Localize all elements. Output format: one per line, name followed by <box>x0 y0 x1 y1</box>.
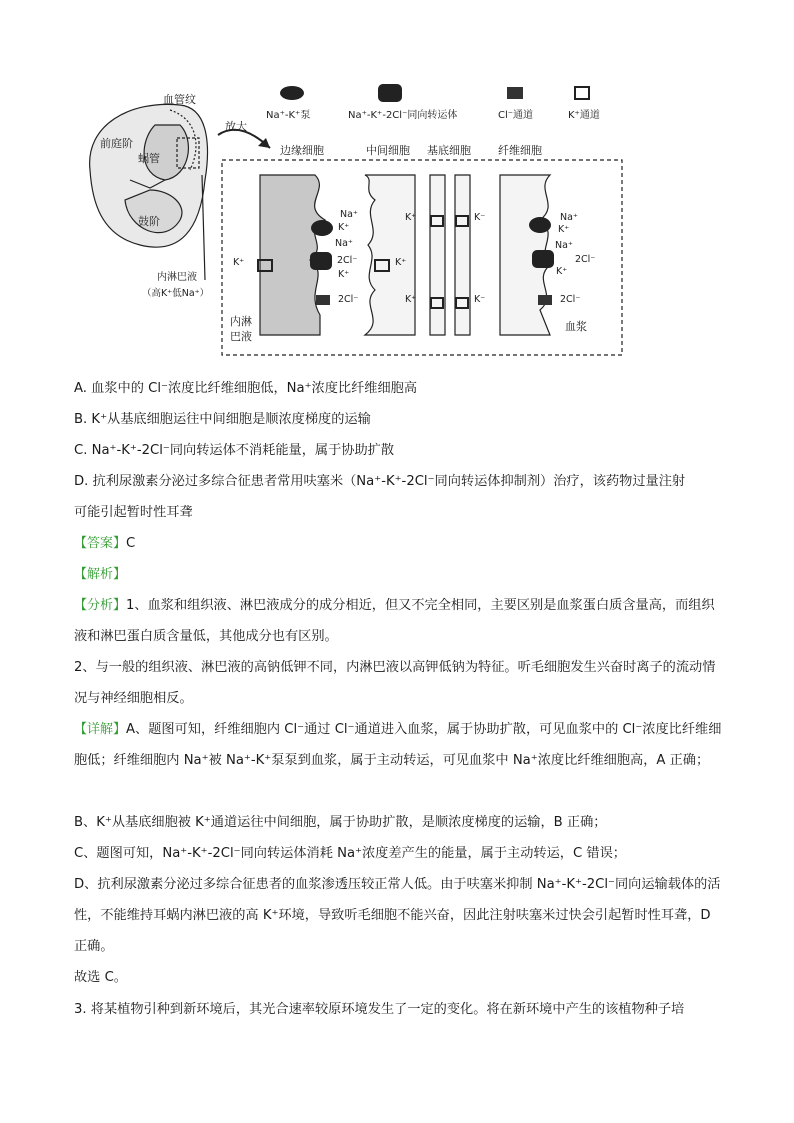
detail-paragraph-a <box>74 714 724 776</box>
analysis-sub-tag: 【分析】 <box>74 598 127 613</box>
ion-label: 2Cl⁻ <box>337 255 358 266</box>
legend-k-channel-label: K⁺通道 <box>568 110 600 121</box>
endolymph-short-label-1: 内淋 <box>230 315 252 328</box>
vascular-stria-label: 血管纹 <box>163 93 196 106</box>
cotransporter-icon <box>310 252 332 270</box>
basal-cell-label: 基底细胞 <box>427 144 471 157</box>
cotransporter-icon <box>532 250 554 268</box>
answer-tag: 【答案】 <box>74 536 127 551</box>
channel-icon <box>538 295 552 305</box>
detail-tag: 【详解】 <box>74 722 127 737</box>
ion-label: 2Cl⁻ <box>338 294 359 305</box>
next-question: 3. 将某植物引种到新环境后，其光合速率较原环境发生了一定的变化。将在新环境中产生的该植物种子培 <box>74 1002 685 1017</box>
cotransporter-icon <box>378 84 402 102</box>
ion-label: Na⁺ <box>560 212 578 223</box>
answer-value: C <box>126 536 136 551</box>
analysis-paragraph-1 <box>74 590 724 652</box>
ion-label: K⁻ <box>474 212 486 223</box>
legend-pump-label: Na⁺-K⁺泵 <box>266 110 311 121</box>
pump-icon <box>280 86 304 100</box>
ion-label: K⁺ <box>558 224 570 235</box>
ion-label: 2Cl⁻ <box>560 294 581 305</box>
channel-icon <box>507 87 523 99</box>
option-c: C. Na⁺-K⁺-2Cl⁻同向转运体不消耗能量，属于协助扩散 <box>74 443 395 458</box>
legend-cl-channel-label: Cl⁻通道 <box>498 110 534 121</box>
ion-label: K⁺ <box>405 294 417 305</box>
cochlea-ion-transport-figure <box>70 80 630 360</box>
analysis-text-1: 1、血浆和组织液、淋巴液成分的成分相近，但又不完全相同，主要区别是血浆蛋白质含量高，而组织液和淋巴蛋白质含量低，其他成分也有区别。 <box>74 598 715 644</box>
option-d-line-1: D. 抗利尿激素分泌过多综合征患者常用呋塞米（Na⁺-K⁺-2Cl⁻同向转运体抑制剂）治疗，该药物过量注射 <box>74 474 686 489</box>
scala-tympani-label: 鼓阶 <box>138 215 160 228</box>
channel-icon <box>575 87 589 99</box>
endolymph-label: 内淋巴液 <box>157 272 197 283</box>
detail-paragraph-b: B、K⁺从基底细胞被 K⁺通道运往中间细胞，属于协助扩散，是顺浓度梯度的运输，B 正确； <box>74 815 607 830</box>
channel-icon <box>316 295 330 305</box>
legend <box>266 84 600 121</box>
ion-label: K⁺ <box>233 257 245 268</box>
detail-text-a: A、题图可知，纤维细胞内 Cl⁻通过 Cl⁻通道进入血浆，属于协助扩散，可见血浆中的 Cl⁻浓度比纤维细胞低；纤维细胞内 Na⁺被 Na⁺-K⁺泵泵到血浆，属于主动转运，可见血浆中 Na⁺浓度比纤维细胞高，A 正确； <box>74 722 722 768</box>
ion-label: 2Cl⁻ <box>575 254 596 265</box>
ion-label: Na⁺ <box>335 238 353 249</box>
option-d-line-2: 可能引起暂时性耳聋 <box>74 505 193 520</box>
ion-label: K⁺ <box>338 222 350 233</box>
ion-label: K⁺ <box>338 269 350 280</box>
ion-label: K⁺ <box>395 257 407 268</box>
detail-paragraph-c: C、题图可知，Na⁺-K⁺-2Cl⁻同向转运体消耗 Na⁺浓度差产生的能量，属于主动转运，C 错误； <box>74 846 626 861</box>
detail-paragraph-d: D、抗利尿激素分泌过多综合征患者的血浆渗透压较正常人低。由于呋塞米抑制 Na⁺-K⁺-2Cl⁻同向运输载体的活性，不能维持耳蜗内淋巴液的高 K⁺环境，导致听毛细胞不能兴奋，因此注射呋塞米过快会引起暂时性耳聋，D 正确。 <box>74 877 721 954</box>
answer-row <box>74 534 135 554</box>
scala-vestibuli-label: 前庭阶 <box>100 137 133 150</box>
option-a: A. 血浆中的 Cl⁻浓度比纤维细胞低，Na⁺浓度比纤维细胞高 <box>74 381 418 396</box>
plasma-label: 血浆 <box>565 320 587 333</box>
ion-label: Na⁺ <box>340 209 358 220</box>
endolymph-short-label-2: 巴液 <box>230 330 252 343</box>
magnify-label: 放大 <box>225 120 247 133</box>
legend-cotransporter-label: Na⁺-K⁺-2Cl⁻同向转运体 <box>348 110 458 121</box>
intermediate-cell <box>365 175 415 335</box>
pump-icon <box>311 220 333 236</box>
option-b: B. K⁺从基底细胞运往中间细胞是顺浓度梯度的运输 <box>74 412 371 427</box>
basal-cell <box>430 175 470 335</box>
fibrocyte-label: 纤维细胞 <box>498 144 542 157</box>
ion-label: K⁺ <box>556 266 568 277</box>
analysis-paragraph-2: 2、与一般的组织液、淋巴液的高钠低钾不同，内淋巴液以高钾低钠为特征。听毛细胞发生兴奋时离子的流动情况与神经细胞相反。 <box>74 660 716 706</box>
marginal-cell-label: 边缘细胞 <box>280 144 324 157</box>
ion-label: Na⁺ <box>555 240 573 251</box>
cochlea-diagram <box>90 104 208 280</box>
endolymph-note: （高K⁺低Na⁺） <box>142 288 210 299</box>
intermediate-cell-label: 中间细胞 <box>366 144 410 157</box>
analysis-tag: 【解析】 <box>74 567 127 582</box>
detail-conclusion: 故选 C。 <box>74 970 127 985</box>
cochlear-duct-label: 蜗管 <box>138 152 160 165</box>
analysis-heading <box>74 565 126 585</box>
pump-icon <box>529 217 551 233</box>
figure-svg <box>70 80 630 360</box>
ion-label: K⁻ <box>474 294 486 305</box>
ion-label: K⁺ <box>405 212 417 223</box>
